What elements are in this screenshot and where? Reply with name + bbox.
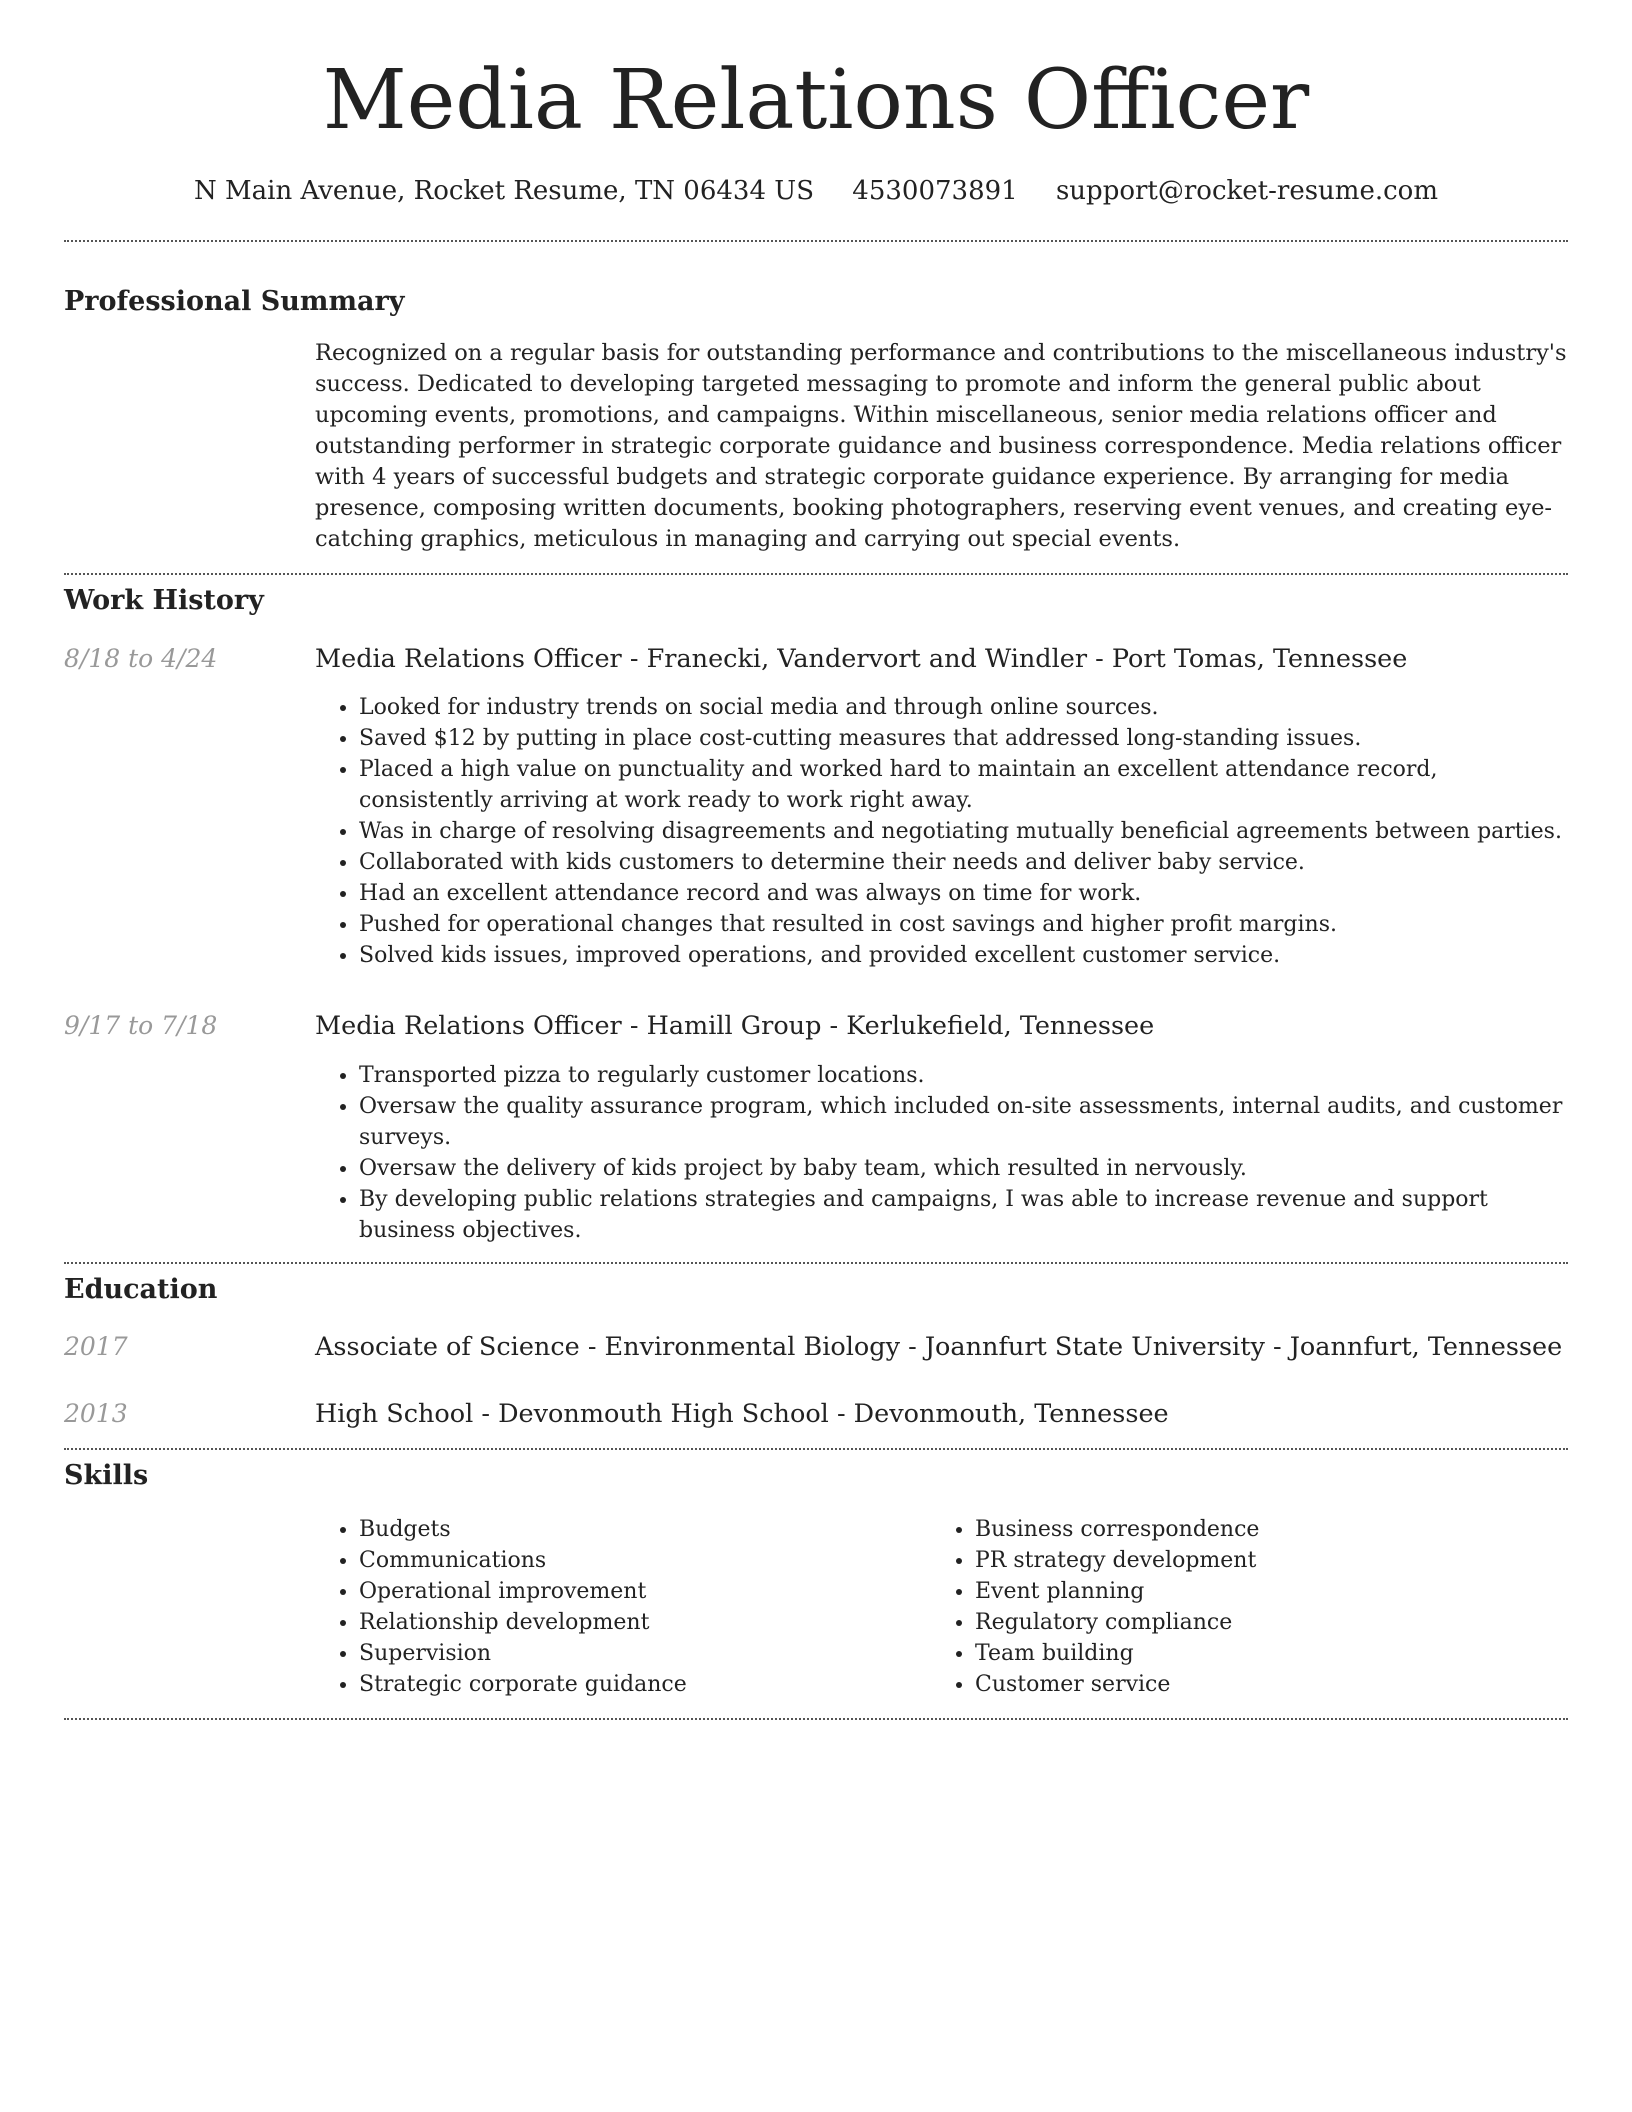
resume-name: Media Relations Officer [322, 53, 1310, 148]
list-item: • Placed a high value on punctuality and worked hard to maintain an excellent attendance record, consistently arriving at work ready to work right away. [359, 754, 1568, 816]
list-item: • Saved $12 by putting in place cost-cutting measures that addressed long-standing issues. [359, 723, 1568, 754]
skill-item: • Relationship development [359, 1607, 931, 1638]
list-item: • Oversaw the delivery of kids project by baby team, which resulted in nervously. [359, 1153, 1568, 1184]
list-item: • Transported pizza to regularly customer locations. [359, 1060, 1568, 1091]
education-year: 2013 [64, 1398, 128, 1428]
job-entry [64, 1011, 1568, 1246]
section-title-work: Work History [64, 585, 264, 617]
education-details: - Joannfurt State University - Joannfurt, Tennessee [900, 1332, 1563, 1363]
skills-list-left [315, 1514, 931, 1700]
job-entry [64, 644, 1568, 972]
skill-item: • Operational improvement [359, 1576, 931, 1607]
skill-item: • Regulatory compliance [975, 1607, 1547, 1638]
work-section [64, 575, 1568, 1246]
education-year: 2017 [64, 1332, 128, 1362]
skill-item: • Team building [975, 1638, 1547, 1669]
skills-section [64, 1450, 1568, 1700]
education-section [64, 1264, 1568, 1430]
list-item: • Looked for industry trends on social media and through online sources. [359, 692, 1568, 723]
list-item: • Collaborated with kids customers to determine their needs and deliver baby service. [359, 847, 1568, 878]
list-item: • Was in charge of resolving disagreements and negotiating mutually beneficial agreements between parties. [359, 816, 1568, 847]
list-item: • Pushed for operational changes that resulted in cost savings and higher profit margins. [359, 909, 1568, 940]
contact-line [64, 178, 1568, 204]
job-position: Media Relations Officer [315, 1011, 622, 1042]
job-position: Media Relations Officer [315, 643, 622, 674]
divider [64, 1718, 1568, 1720]
education-entry [64, 1332, 1568, 1363]
summary-section [64, 242, 1568, 555]
list-item: • Had an excellent attendance record and was always on time for work. [359, 878, 1568, 909]
section-title-education: Education [64, 1273, 218, 1305]
list-item: • By developing public relations strategies and campaigns, I was able to increase revenue and support business objectives. [359, 1184, 1568, 1246]
skill-item: • Customer service [975, 1669, 1547, 1700]
education-degree: High School [315, 1398, 474, 1429]
education-degree: Associate of Science - Environmental Biology [315, 1332, 900, 1363]
section-title-skills: Skills [64, 1459, 149, 1491]
skill-item: • Strategic corporate guidance [359, 1669, 931, 1700]
job-heading [315, 644, 1568, 675]
education-entry [64, 1399, 1568, 1430]
section-title-summary: Professional Summary [64, 286, 405, 317]
skills-grid [315, 1514, 1568, 1700]
job-bullets [315, 1060, 1568, 1246]
job-dates: 9/17 to 7/18 [64, 1011, 218, 1041]
skill-item: • Supervision [359, 1638, 931, 1669]
skill-item: • Communications [359, 1545, 931, 1576]
job-dates: 8/18 to 4/24 [64, 643, 218, 673]
skill-item: • PR strategy development [975, 1545, 1547, 1576]
education-details: - Devonmouth High School - Devonmouth, Tennessee [473, 1398, 1169, 1429]
list-item: • Oversaw the quality assurance program, which included on-site assessments, internal audits, and customer surveys. [359, 1091, 1568, 1153]
job-details: - Hamill Group - Kerlukefield, Tennessee [621, 1011, 1155, 1042]
job-details: - Franecki, Vandervort and Windler - Port Tomas, Tennessee [621, 643, 1408, 674]
skills-list-right [931, 1514, 1547, 1700]
job-heading [315, 1011, 1568, 1042]
contact-phone: 4530073891 [852, 176, 1018, 206]
contact-address: N Main Avenue, Rocket Resume, TN 06434 US [194, 176, 815, 206]
skill-item: • Business correspondence [975, 1514, 1547, 1545]
skill-item: • Budgets [359, 1514, 931, 1545]
list-item: • Solved kids issues, improved operations, and provided excellent customer service. [359, 940, 1568, 971]
job-bullets [315, 692, 1568, 971]
contact-email: support@rocket-resume.com [1055, 176, 1438, 206]
skill-item: • Event planning [975, 1576, 1547, 1607]
summary-text: Recognized on a regular basis for outstanding performance and contributions to the miscellaneous industry's success. Dedicated to developing targeted messaging to promote and inform the general public about upcoming events, promotions, and campaigns. Within miscellaneous, senior media relations officer and outstanding performer in strategic corporate guidance and business correspondence. Media relations officer with 4 years of successful budgets and strategic corporate guidance experience. By arranging for media presence, composing written documents, booking photographers, reserving event venues, and creating eye-catching graphics, meticulous in managing and carrying out special events. [315, 340, 1567, 553]
